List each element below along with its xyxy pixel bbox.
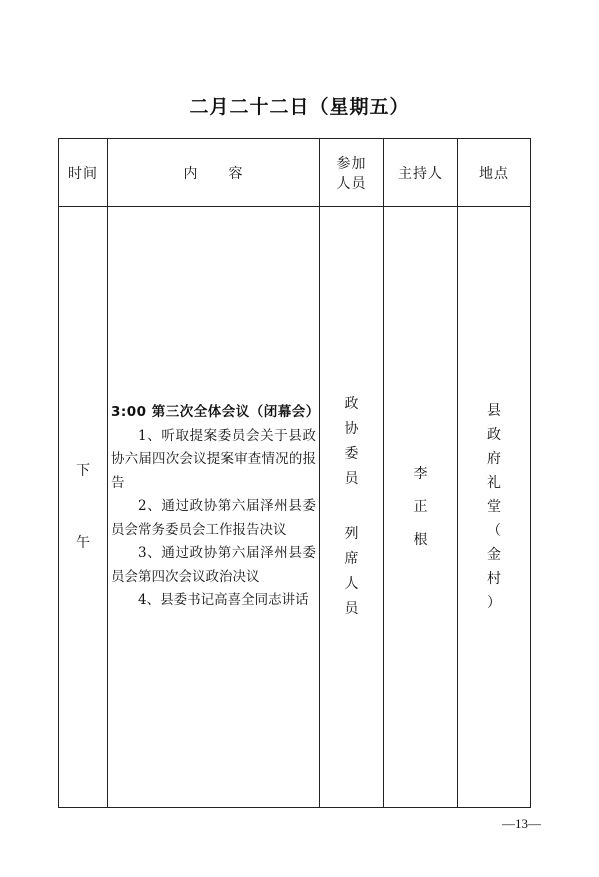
header-content-right: 容 — [228, 165, 244, 182]
attendees-char: 政 — [344, 396, 359, 412]
attendees-cell — [320, 207, 384, 808]
agenda-item: 2、通过政协第六届泽州县委员会常务委员会工作报告决议 — [111, 498, 316, 538]
venue-char: 府 — [487, 451, 501, 467]
venue-char: 堂 — [487, 499, 501, 515]
attendees-char: 席 — [344, 551, 359, 567]
header-venue: 地点 — [458, 139, 531, 207]
header-content — [108, 139, 320, 207]
agenda-item: 1、听取提案委员会关于县政协六届四次会议提案审查情况的报告 — [111, 427, 316, 491]
header-content-left: 内 — [183, 165, 199, 182]
venue-cell — [458, 207, 531, 808]
page-number: —13— — [502, 816, 541, 831]
venue-char: 政 — [487, 427, 501, 443]
venue-char: 县 — [487, 403, 501, 419]
attendees-char: 员 — [344, 601, 359, 617]
venue-char: 金 — [487, 547, 501, 563]
time-cell — [59, 207, 108, 808]
header-attendees-line1: 参加 — [336, 155, 367, 172]
host-char: 正 — [413, 498, 428, 515]
table-row — [59, 207, 531, 808]
header-attendees-line2: 人员 — [336, 175, 367, 192]
page-title: 二月二十二日（星期五） — [189, 96, 410, 118]
venue-char: （ — [487, 523, 501, 539]
session-headline: 3:00 第三次全体会议（闭幕会） — [111, 404, 320, 421]
table-header-row — [59, 139, 531, 207]
agenda-table — [58, 138, 531, 808]
attendees-char: 协 — [344, 421, 359, 437]
attendees-char: 人 — [344, 576, 359, 592]
agenda-item: 3、通过政协第六届泽州县委员会第四次会议政治决议 — [111, 545, 316, 585]
venue-char: 村 — [487, 571, 501, 587]
agenda-item: 4、县委书记高喜全同志讲话 — [138, 592, 309, 609]
time-char: 下 — [76, 463, 90, 479]
time-char: 午 — [76, 535, 90, 551]
header-attendees — [320, 139, 384, 207]
host-char: 根 — [413, 531, 428, 548]
header-time: 时间 — [59, 139, 108, 207]
attendees-group-members — [344, 392, 360, 622]
host-cell — [384, 207, 458, 808]
header-host: 主持人 — [384, 139, 458, 207]
venue-char: ） — [487, 595, 501, 611]
venue-char: 礼 — [487, 475, 501, 491]
content-cell — [108, 207, 320, 808]
attendees-char: 委 — [344, 446, 359, 462]
host-char: 李 — [413, 465, 428, 482]
attendees-char: 员 — [344, 471, 359, 487]
attendees-char: 列 — [344, 526, 359, 542]
